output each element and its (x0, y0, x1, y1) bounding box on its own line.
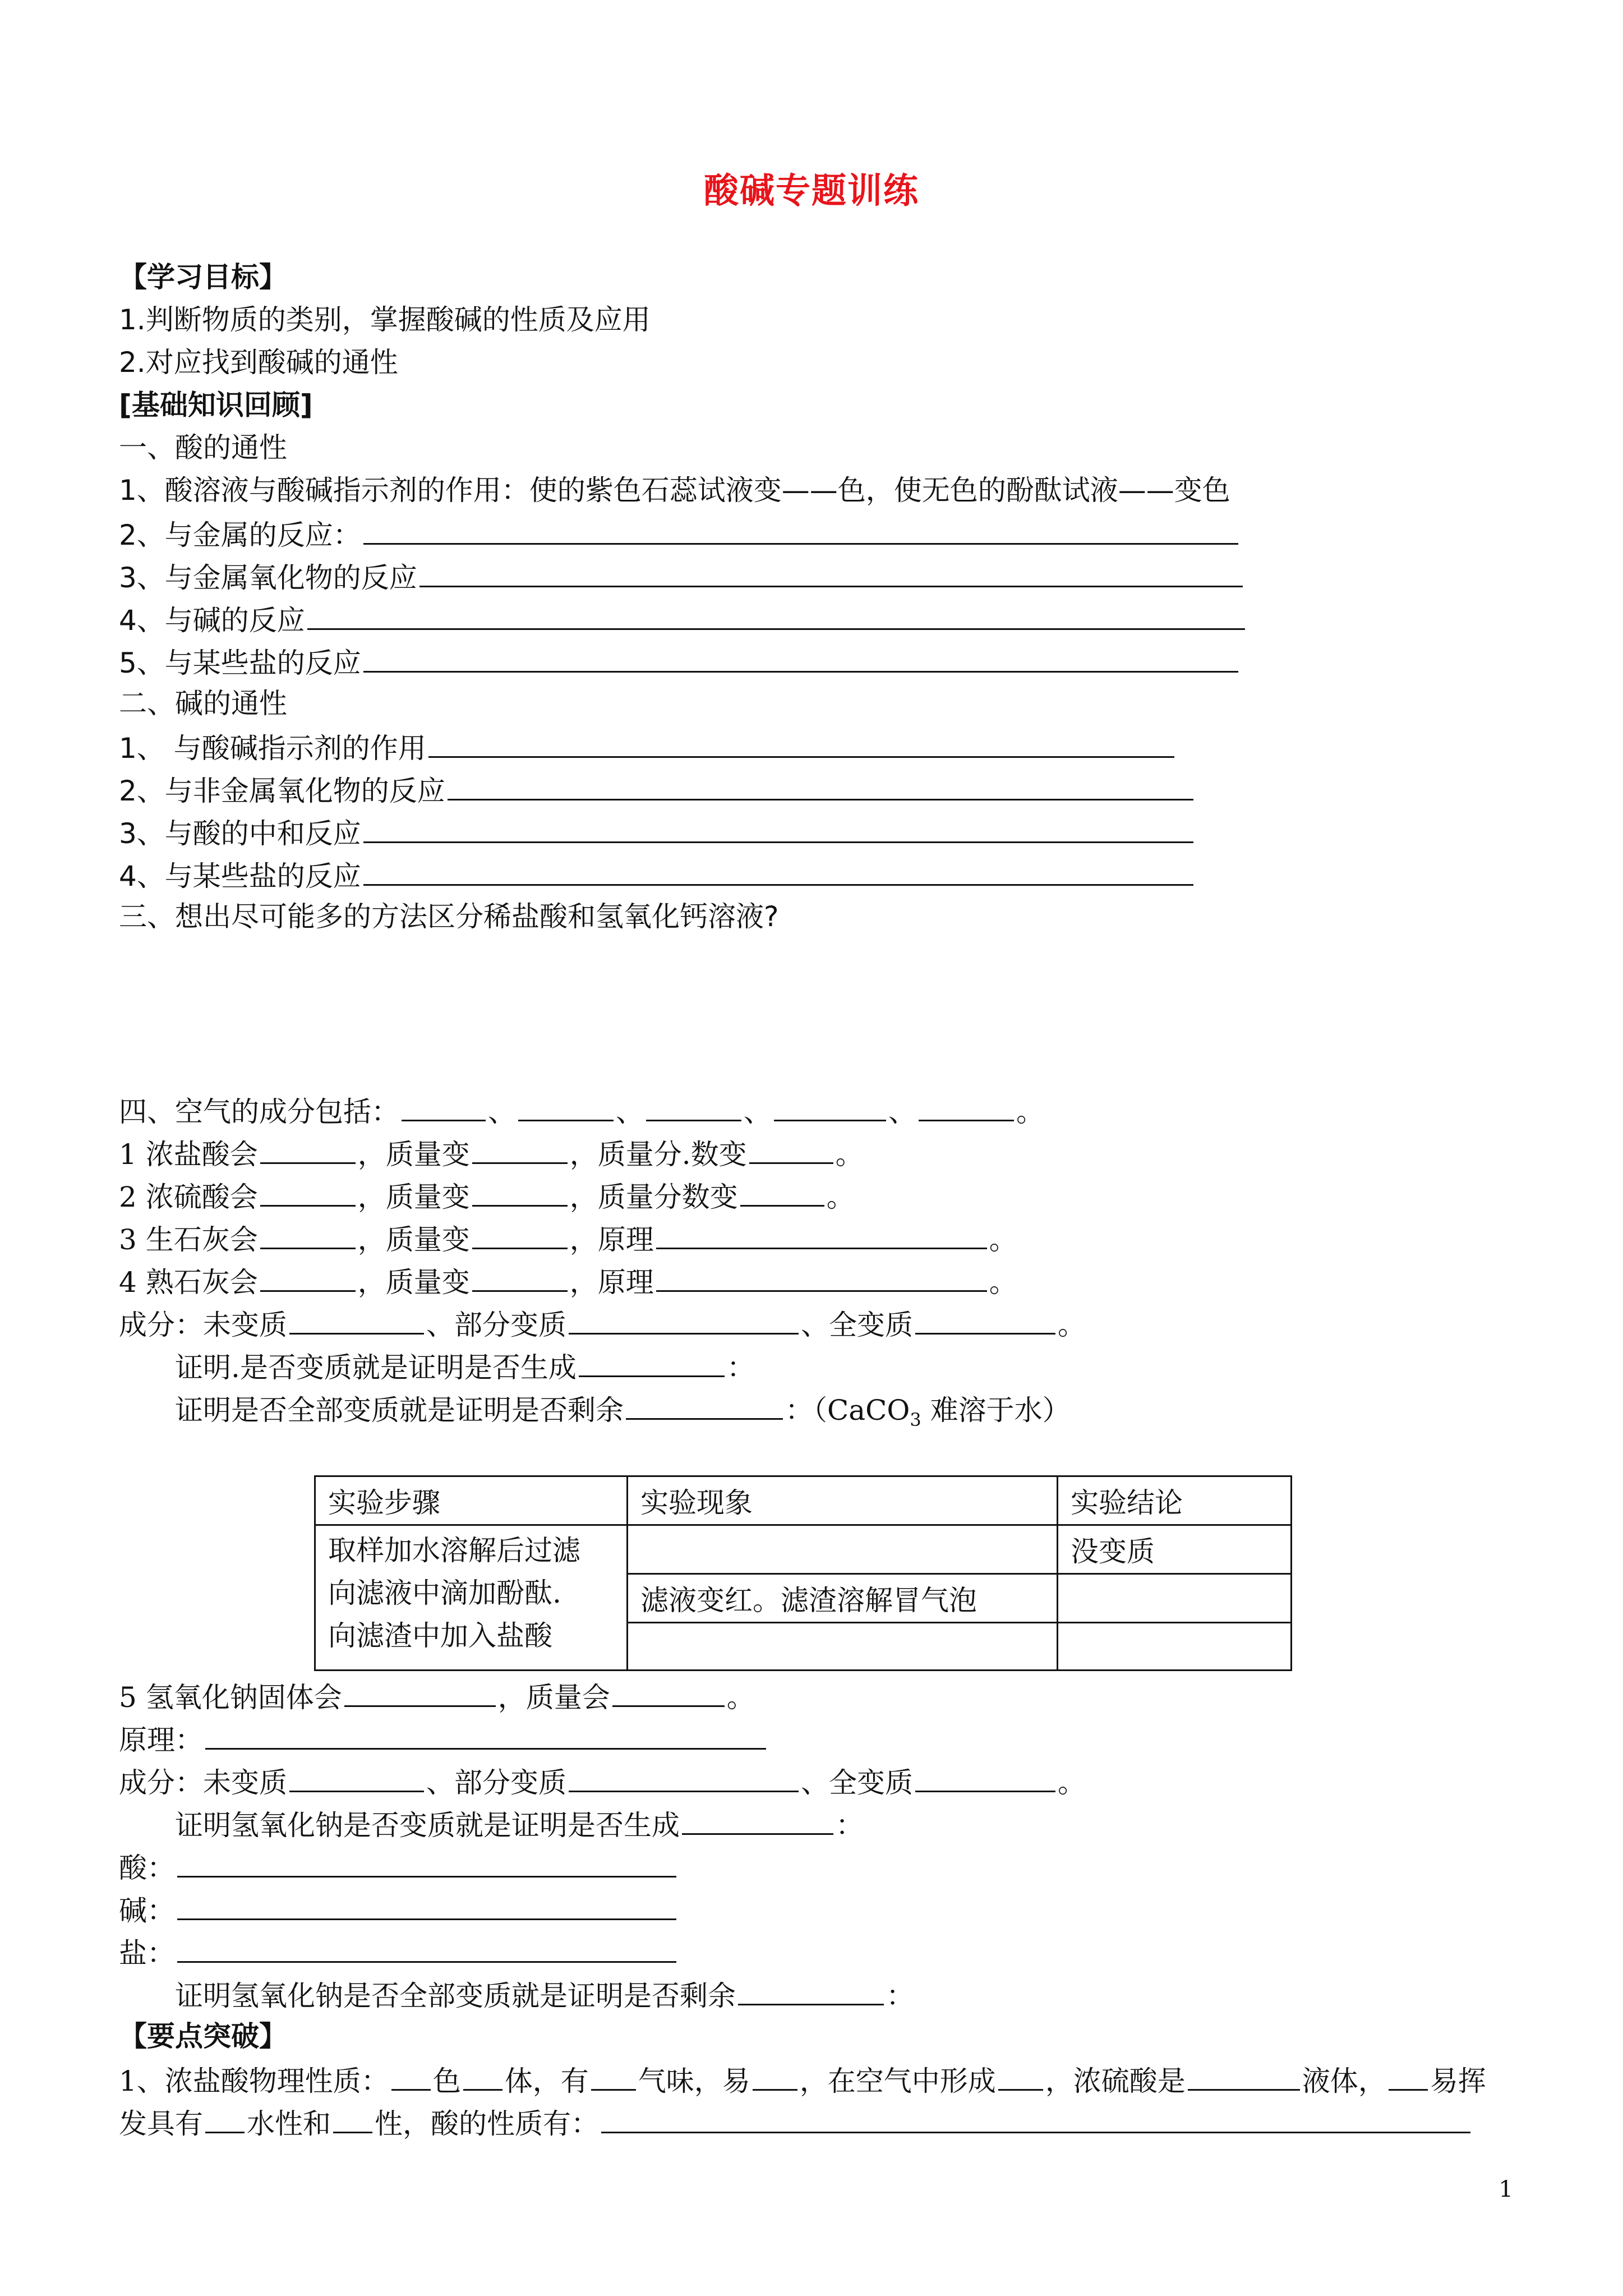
separator: 、 (888, 1096, 916, 1128)
answer-blank[interactable] (579, 1347, 725, 1377)
text: 色 (432, 2065, 461, 2097)
base-item (119, 771, 1196, 809)
text: ： (726, 1351, 755, 1384)
acid-item (119, 600, 1247, 638)
text: 2 浓硫酸会 (119, 1181, 258, 1213)
answer-blank[interactable] (402, 1092, 486, 1121)
text: 4 熟石灰会 (119, 1266, 258, 1299)
text: 碱： (119, 1894, 175, 1927)
answer-blank[interactable] (1389, 2061, 1428, 2091)
answer-blank[interactable] (260, 1134, 356, 1164)
table-cell (628, 1623, 1058, 1671)
text: ： (886, 1980, 914, 2012)
answer-blank[interactable] (307, 600, 1245, 630)
fill-line (119, 1134, 864, 1172)
answer-blank[interactable] (626, 1390, 783, 1420)
separator: 、 (744, 1096, 772, 1128)
text: ：（CaCO (785, 1394, 910, 1427)
text: 。 (835, 1138, 864, 1171)
page-number: 1 (1498, 2177, 1513, 2202)
base-item (119, 813, 1196, 852)
answer-blank[interactable] (448, 771, 1193, 800)
answer-blank[interactable] (391, 2061, 431, 2091)
text: 体，有 (504, 2065, 589, 2097)
acid-heading: 一、酸的通性 (119, 431, 287, 464)
text: 、部分变质 (426, 1309, 566, 1341)
text: 证明.是否变质就是证明是否生成 (175, 1351, 577, 1384)
answer-blank[interactable] (1188, 2061, 1300, 2091)
text: 成分：未变质 (119, 1766, 287, 1799)
answer-blank[interactable] (749, 1134, 833, 1164)
text: 盐： (119, 1937, 175, 1970)
answer-blank[interactable] (472, 1177, 568, 1207)
step: 向滤液中滴加酚酞. (328, 1577, 561, 1609)
answer-blank[interactable] (177, 1848, 676, 1878)
answer-blank[interactable] (205, 2104, 245, 2133)
air-components-line (119, 1092, 1044, 1130)
fill-line (119, 1677, 755, 1715)
acid-item (119, 558, 1245, 596)
text: 5 氢氧化钠固体会 (119, 1681, 342, 1714)
text: ，质量变 (357, 1138, 470, 1171)
fill-line (175, 1390, 1071, 1438)
base-item-label: 1、 与酸碱指示剂的作用 (119, 732, 426, 765)
answer-blank[interactable] (569, 1763, 799, 1792)
answer-blank[interactable] (740, 1177, 824, 1207)
fill-line (119, 1720, 768, 1758)
answer-blank[interactable] (753, 2061, 797, 2091)
answer-blank[interactable] (177, 1933, 676, 1963)
answer-blank[interactable] (472, 1262, 568, 1292)
text: 1、浓盐酸物理性质： (119, 2065, 389, 2097)
fill-line (119, 1177, 855, 1215)
text: 证明氢氧化钠是否变质就是证明是否生成 (175, 1809, 680, 1842)
base-heading: 二、碱的通性 (119, 687, 287, 720)
text: ，质量变 (357, 1223, 470, 1256)
fill-line (175, 1805, 864, 1843)
acid-item (119, 515, 1241, 553)
text: 3 生石灰会 (119, 1223, 258, 1256)
answer-blank[interactable] (656, 1220, 987, 1249)
answer-blank[interactable] (260, 1177, 356, 1207)
text: ， (1358, 2065, 1386, 2097)
text: 酸： (119, 1852, 175, 1884)
acid-item-label: 2、与金属的反应： (119, 519, 361, 551)
text: 。 (989, 1266, 1017, 1299)
answer-blank[interactable] (518, 1092, 614, 1121)
base-item-label: 4、与某些盐的反应 (119, 860, 361, 892)
text: ，质量会 (497, 1681, 610, 1714)
text: 。 (989, 1223, 1017, 1256)
acid-item-label: 5、与某些盐的反应 (119, 647, 361, 679)
answer-blank[interactable] (289, 1305, 424, 1335)
air-label: 四、空气的成分包括： (119, 1096, 399, 1128)
answer-blank[interactable] (344, 1677, 496, 1707)
text: 。 (1058, 1309, 1086, 1341)
fill-line (119, 1305, 1086, 1343)
separator: 、 (616, 1096, 644, 1128)
answer-blank[interactable] (260, 1220, 356, 1249)
base-item (119, 856, 1196, 894)
fill-line (119, 1848, 679, 1886)
text: 性，酸的性质有： (375, 2108, 599, 2140)
text: 证明是否全部变质就是证明是否剩余 (175, 1394, 624, 1427)
answer-blank[interactable] (363, 643, 1238, 673)
answer-blank[interactable] (656, 1262, 987, 1292)
answer-blank[interactable] (463, 2061, 502, 2091)
text: 、全变质 (801, 1766, 913, 1799)
text: ，质量分数变 (569, 1181, 738, 1213)
answer-blank[interactable] (472, 1220, 568, 1249)
answer-blank[interactable] (915, 1305, 1055, 1335)
table-cell: 滤液变红。滤渣溶解冒气泡 (628, 1574, 1058, 1623)
table-header-row (315, 1476, 1292, 1525)
acid-item-label: 4、与碱的反应 (119, 604, 305, 637)
experiment-table (314, 1475, 1292, 1671)
answer-blank[interactable] (612, 1677, 725, 1707)
text: ： (836, 1809, 864, 1842)
fill-line (119, 1933, 679, 1971)
answer-blank[interactable] (333, 2104, 372, 2133)
text: 1 浓盐酸会 (119, 1138, 258, 1171)
step: 向滤渣中加入盐酸 (328, 1619, 552, 1652)
table-header: 实验结论 (1058, 1476, 1292, 1525)
text: 难溶于水） (921, 1394, 1071, 1427)
text: 、部分变质 (426, 1766, 566, 1799)
fill-line (119, 1763, 1086, 1801)
answer-blank[interactable] (998, 2061, 1043, 2091)
answer-blank[interactable] (569, 1305, 799, 1335)
answer-blank[interactable] (915, 1763, 1055, 1792)
text: ，质量分.数变 (569, 1138, 747, 1171)
fill-line (175, 1347, 755, 1386)
objective-item: 2.对应找到酸碱的通性 (119, 346, 398, 379)
table-header: 实验现象 (628, 1476, 1058, 1525)
separator: 、 (488, 1096, 516, 1128)
answer-blank[interactable] (289, 1763, 424, 1792)
answer-blank[interactable] (738, 1976, 884, 2005)
fill-line (119, 1890, 679, 1929)
text: 。 (826, 1181, 855, 1213)
answer-blank[interactable] (363, 813, 1193, 843)
table-cell (628, 1525, 1058, 1574)
text: ，浓硫酸是 (1045, 2065, 1186, 2097)
page-title: 酸碱专题训练 (703, 170, 919, 211)
text: 易挥 (1430, 2065, 1486, 2097)
text: 。 (1058, 1766, 1086, 1799)
objective-item: 1.判断物质的类别，掌握酸碱的性质及应用 (119, 303, 651, 336)
fill-line (119, 2061, 1486, 2099)
acid-item: 1、酸溶液与酸碱指示剂的作用：使的紫色石蕊试液变——色，使无色的酚酞试液——变色 (119, 474, 1230, 507)
text: 。 (726, 1681, 755, 1714)
step: 取样加水溶解后过滤 (328, 1534, 580, 1567)
text: 水性和 (247, 2108, 331, 2140)
text: 发具有 (119, 2108, 203, 2140)
answer-blank[interactable] (428, 728, 1174, 758)
text: 液体 (1302, 2065, 1358, 2097)
text: ，原理 (569, 1223, 654, 1256)
answer-blank[interactable] (363, 515, 1238, 545)
answer-blank[interactable] (472, 1134, 568, 1164)
answer-blank[interactable] (177, 1890, 676, 1920)
text: 成分：未变质 (119, 1309, 287, 1341)
question-3: 三、想出尽可能多的方法区分稀盐酸和氢氧化钙溶液? (119, 900, 779, 933)
text: 证明氢氧化钠是否全部变质就是证明是否剩余 (175, 1980, 736, 2012)
review-heading: [基础知识回顾] (119, 389, 313, 421)
period: 。 (1016, 1096, 1044, 1128)
acid-item-label: 3、与金属氧化物的反应 (119, 562, 417, 594)
answer-blank[interactable] (591, 2061, 636, 2091)
text: 原理： (119, 1724, 203, 1756)
fill-line (119, 1220, 1017, 1258)
objectives-heading: 【学习目标】 (119, 261, 287, 293)
keypoints-heading: 【要点突破】 (119, 2019, 287, 2053)
answer-blank[interactable] (919, 1092, 1014, 1121)
steps-cell (315, 1525, 628, 1671)
text: ，质量变 (357, 1266, 470, 1299)
fill-line (119, 2104, 1473, 2142)
answer-blank[interactable] (363, 856, 1193, 886)
base-item-label: 3、与酸的中和反应 (119, 817, 361, 850)
acid-item (119, 643, 1241, 681)
answer-blank[interactable] (205, 1720, 766, 1750)
answer-blank[interactable] (682, 1805, 833, 1835)
answer-blank[interactable] (419, 558, 1243, 587)
text: ，在空气中形成 (799, 2065, 996, 2097)
table-cell (1058, 1623, 1292, 1671)
text: 气味，易 (638, 2065, 750, 2097)
fill-line (119, 1262, 1017, 1300)
text: 、全变质 (801, 1309, 913, 1341)
table-cell: 没变质 (1058, 1525, 1292, 1574)
answer-blank[interactable] (601, 2104, 1470, 2133)
table-row (315, 1525, 1292, 1574)
base-item-label: 2、与非金属氧化物的反应 (119, 775, 445, 807)
base-item (119, 728, 1177, 766)
table-header: 实验步骤 (315, 1476, 628, 1525)
answer-blank[interactable] (260, 1262, 356, 1292)
answer-blank[interactable] (646, 1092, 741, 1121)
text: ，质量变 (357, 1181, 470, 1213)
answer-blank[interactable] (774, 1092, 886, 1121)
text: ，原理 (569, 1266, 654, 1299)
subscript: 3 (910, 1409, 921, 1430)
table-cell (1058, 1574, 1292, 1623)
fill-line (175, 1976, 914, 2014)
